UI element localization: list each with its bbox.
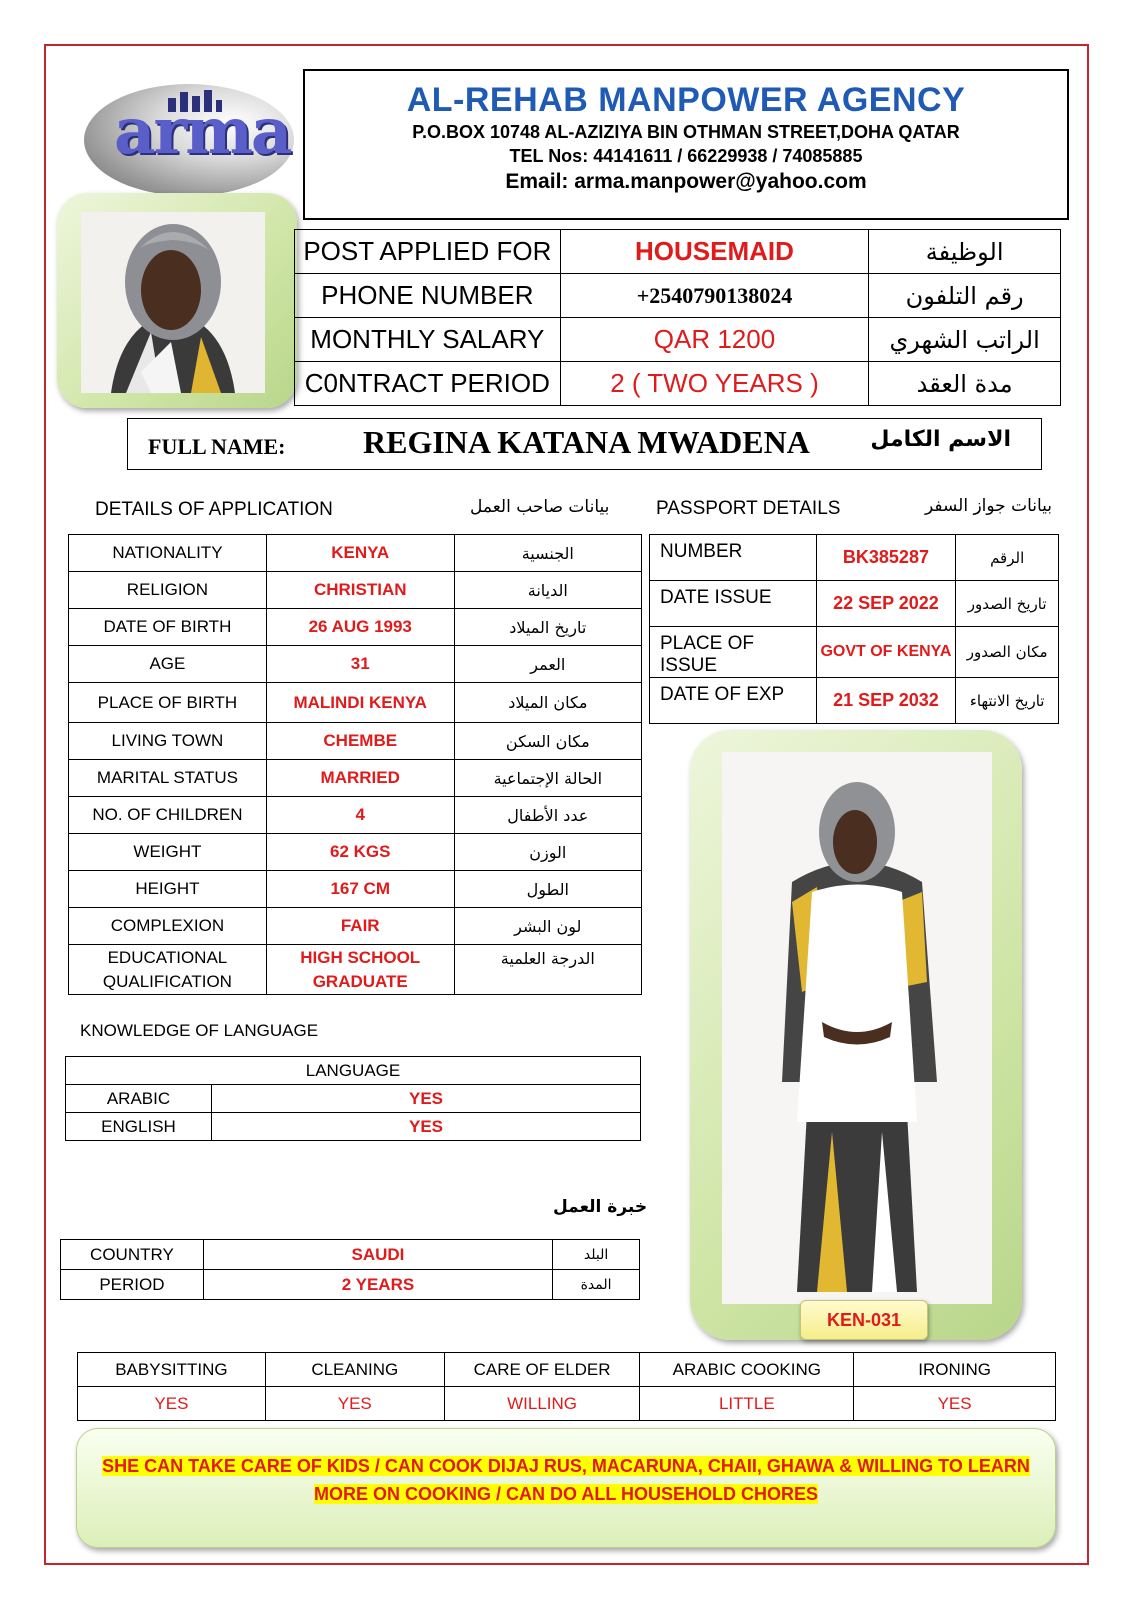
- detail-label-ar: عدد الأطفال: [454, 797, 641, 834]
- full-name-label-ar: الاسم الكامل: [870, 427, 1011, 452]
- table-row: [61, 1240, 640, 1270]
- agency-name: AL-REHAB MANPOWER AGENCY: [406, 81, 966, 119]
- agency-phones: TEL Nos: 44141611 / 66229938 / 74085885: [509, 146, 863, 166]
- table-row: [69, 646, 642, 683]
- table-row: [69, 760, 642, 797]
- table-row: [650, 535, 1059, 581]
- detail-value: MALINDI KENYA: [266, 683, 454, 723]
- skill-name: CLEANING: [265, 1353, 444, 1387]
- language-value: YES: [212, 1113, 641, 1141]
- passport-label-ar: الرقم: [956, 535, 1059, 581]
- detail-label: LIVING TOWN: [69, 723, 267, 760]
- passport-value: 22 SEP 2022: [816, 581, 956, 627]
- table-row: [69, 572, 642, 609]
- post-label: POST APPLIED FOR: [295, 230, 561, 274]
- table-row: [69, 945, 642, 995]
- detail-value: 62 KGS: [266, 834, 454, 871]
- detail-label: AGE: [69, 646, 267, 683]
- passport-details-table: [649, 534, 1059, 724]
- table-row: [69, 535, 642, 572]
- detail-value: 167 CM: [266, 871, 454, 908]
- agency-logo: [84, 76, 294, 196]
- table-row: [69, 834, 642, 871]
- languages-header: LANGUAGE: [66, 1057, 641, 1085]
- post-label-ar: الوظيفة: [869, 230, 1061, 274]
- phone-value: +2540790138024: [560, 274, 869, 318]
- passport-label-ar: مكان الصدور: [956, 627, 1059, 678]
- table-row: [650, 627, 1059, 678]
- table-row: [78, 1353, 1056, 1387]
- passport-label-ar: تاريخ الصدور: [956, 581, 1059, 627]
- agency-email: Email: arma.manpower@yahoo.com: [505, 170, 867, 193]
- passport-label-ar: تاريخ الانتهاء: [956, 678, 1059, 724]
- detail-label: WEIGHT: [69, 834, 267, 871]
- table-row: [69, 609, 642, 646]
- table-row: [69, 871, 642, 908]
- detail-label-ar: الطول: [454, 871, 641, 908]
- table-row: [66, 1113, 641, 1141]
- table-row: [295, 230, 1061, 274]
- detail-label-ar: الجنسية: [454, 535, 641, 572]
- post-info-table: [294, 229, 1061, 406]
- contract-value: 2 ( TWO YEARS ): [560, 362, 869, 406]
- agency-header: [303, 69, 1069, 220]
- languages-title: KNOWLEDGE OF LANGUAGE: [80, 1021, 319, 1040]
- experience-value: SAUDI: [203, 1240, 552, 1270]
- detail-value: 31: [266, 646, 454, 683]
- contract-label: C0NTRACT PERIOD: [295, 362, 561, 406]
- detail-value: FAIR: [266, 908, 454, 945]
- application-title-ar: بيانات صاحب العمل: [470, 497, 610, 517]
- salary-value: QAR 1200: [560, 318, 869, 362]
- detail-label-ar: العمر: [454, 646, 641, 683]
- full-name-label: FULL NAME:: [148, 434, 286, 459]
- languages-table: [65, 1056, 641, 1141]
- phone-label-ar: رقم التلفون: [869, 274, 1061, 318]
- detail-label: MARITAL STATUS: [69, 760, 267, 797]
- full-body-photo-frame: [690, 730, 1022, 1340]
- salary-label: MONTHLY SALARY: [295, 318, 561, 362]
- table-row: [69, 797, 642, 834]
- skill-name: CARE OF ELDER: [444, 1353, 640, 1387]
- salary-label-ar: الراتب الشهري: [869, 318, 1061, 362]
- skill-value: YES: [854, 1387, 1056, 1421]
- detail-value: KENYA: [266, 535, 454, 572]
- reference-code-badge: KEN-031: [800, 1300, 928, 1340]
- table-row: [650, 581, 1059, 627]
- experience-label: COUNTRY: [61, 1240, 204, 1270]
- table-row: [295, 274, 1061, 318]
- table-row: [650, 678, 1059, 724]
- detail-label-ar: الدرجة العلمية: [454, 945, 641, 995]
- detail-label-ar: مكان الميلاد: [454, 683, 641, 723]
- application-title: DETAILS OF APPLICATION: [95, 499, 333, 520]
- detail-value: 26 AUG 1993: [266, 609, 454, 646]
- detail-value: MARRIED: [266, 760, 454, 797]
- logo-wordmark: arma: [114, 94, 291, 169]
- detail-value: CHEMBE: [266, 723, 454, 760]
- passport-label: PLACE OF ISSUE: [650, 627, 817, 678]
- application-details-table: [68, 534, 642, 995]
- detail-label: PLACE OF BIRTH: [69, 683, 267, 723]
- detail-label-ar: لون البشر: [454, 908, 641, 945]
- portrait-photo: [81, 212, 265, 393]
- passport-title-ar: بيانات جواز السفر: [925, 496, 1053, 516]
- language-value: YES: [212, 1085, 641, 1113]
- contract-label-ar: مدة العقد: [869, 362, 1061, 406]
- skill-value: WILLING: [444, 1387, 640, 1421]
- detail-value: HIGH SCHOOL GRADUATE: [266, 945, 454, 995]
- notes-box: [76, 1428, 1056, 1548]
- table-row: [69, 908, 642, 945]
- passport-label: NUMBER: [650, 535, 817, 581]
- passport-title: PASSPORT DETAILS: [656, 498, 841, 519]
- detail-label: DATE OF BIRTH: [69, 609, 267, 646]
- skills-table: [77, 1352, 1056, 1421]
- table-row: [69, 683, 642, 723]
- phone-label: PHONE NUMBER: [295, 274, 561, 318]
- agency-address: P.O.BOX 10748 AL-AZIZIYA BIN OTHMAN STREET,DOHA QATAR: [412, 122, 960, 142]
- experience-title-ar: خبرة العمل: [553, 1197, 648, 1217]
- skill-value: LITTLE: [640, 1387, 854, 1421]
- detail-label: EDUCATIONAL QUALIFICATION: [69, 945, 267, 995]
- skill-value: YES: [78, 1387, 266, 1421]
- language-name: ARABIC: [66, 1085, 212, 1113]
- passport-value: GOVT OF KENYA: [816, 627, 956, 678]
- detail-label: HEIGHT: [69, 871, 267, 908]
- detail-label: RELIGION: [69, 572, 267, 609]
- experience-value: 2 YEARS: [203, 1270, 552, 1300]
- detail-label-ar: تاريخ الميلاد: [454, 609, 641, 646]
- detail-label: NATIONALITY: [69, 535, 267, 572]
- experience-label-ar: البلد: [553, 1240, 640, 1270]
- table-row: [66, 1085, 641, 1113]
- detail-label-ar: الديانة: [454, 572, 641, 609]
- passport-label: DATE ISSUE: [650, 581, 817, 627]
- skill-value: YES: [265, 1387, 444, 1421]
- skill-name: BABYSITTING: [78, 1353, 266, 1387]
- experience-table: [60, 1239, 640, 1300]
- passport-label: DATE OF EXP: [650, 678, 817, 724]
- detail-label: COMPLEXION: [69, 908, 267, 945]
- table-row: [295, 362, 1061, 406]
- detail-value: CHRISTIAN: [266, 572, 454, 609]
- table-row: [78, 1387, 1056, 1421]
- table-row: [66, 1057, 641, 1085]
- detail-label-ar: مكان السكن: [454, 723, 641, 760]
- table-row: [69, 723, 642, 760]
- table-row: [61, 1270, 640, 1300]
- detail-value: 4: [266, 797, 454, 834]
- skill-name: ARABIC COOKING: [640, 1353, 854, 1387]
- notes-text: SHE CAN TAKE CARE OF KIDS / CAN COOK DIJAJ RUS, MACARUNA, CHAII, GHAWA & WILLING TO LEARN MORE ON COOKING / CAN DO ALL HOUSEHOLD CHORES: [102, 1456, 1030, 1504]
- detail-label-ar: الوزن: [454, 834, 641, 871]
- experience-label: PERIOD: [61, 1270, 204, 1300]
- experience-label-ar: المدة: [553, 1270, 640, 1300]
- detail-label: NO. OF CHILDREN: [69, 797, 267, 834]
- portrait-photo-frame: [57, 193, 297, 408]
- passport-value: 21 SEP 2032: [816, 678, 956, 724]
- full-name-box: [127, 418, 1042, 470]
- full-body-photo: [722, 752, 992, 1304]
- detail-label-ar: الحالة الإجتماعية: [454, 760, 641, 797]
- passport-value: BK385287: [816, 535, 956, 581]
- table-row: [295, 318, 1061, 362]
- post-value: HOUSEMAID: [560, 230, 869, 274]
- full-name-value: REGINA KATANA MWADENA: [363, 424, 810, 460]
- language-name: ENGLISH: [66, 1113, 212, 1141]
- skill-name: IRONING: [854, 1353, 1056, 1387]
